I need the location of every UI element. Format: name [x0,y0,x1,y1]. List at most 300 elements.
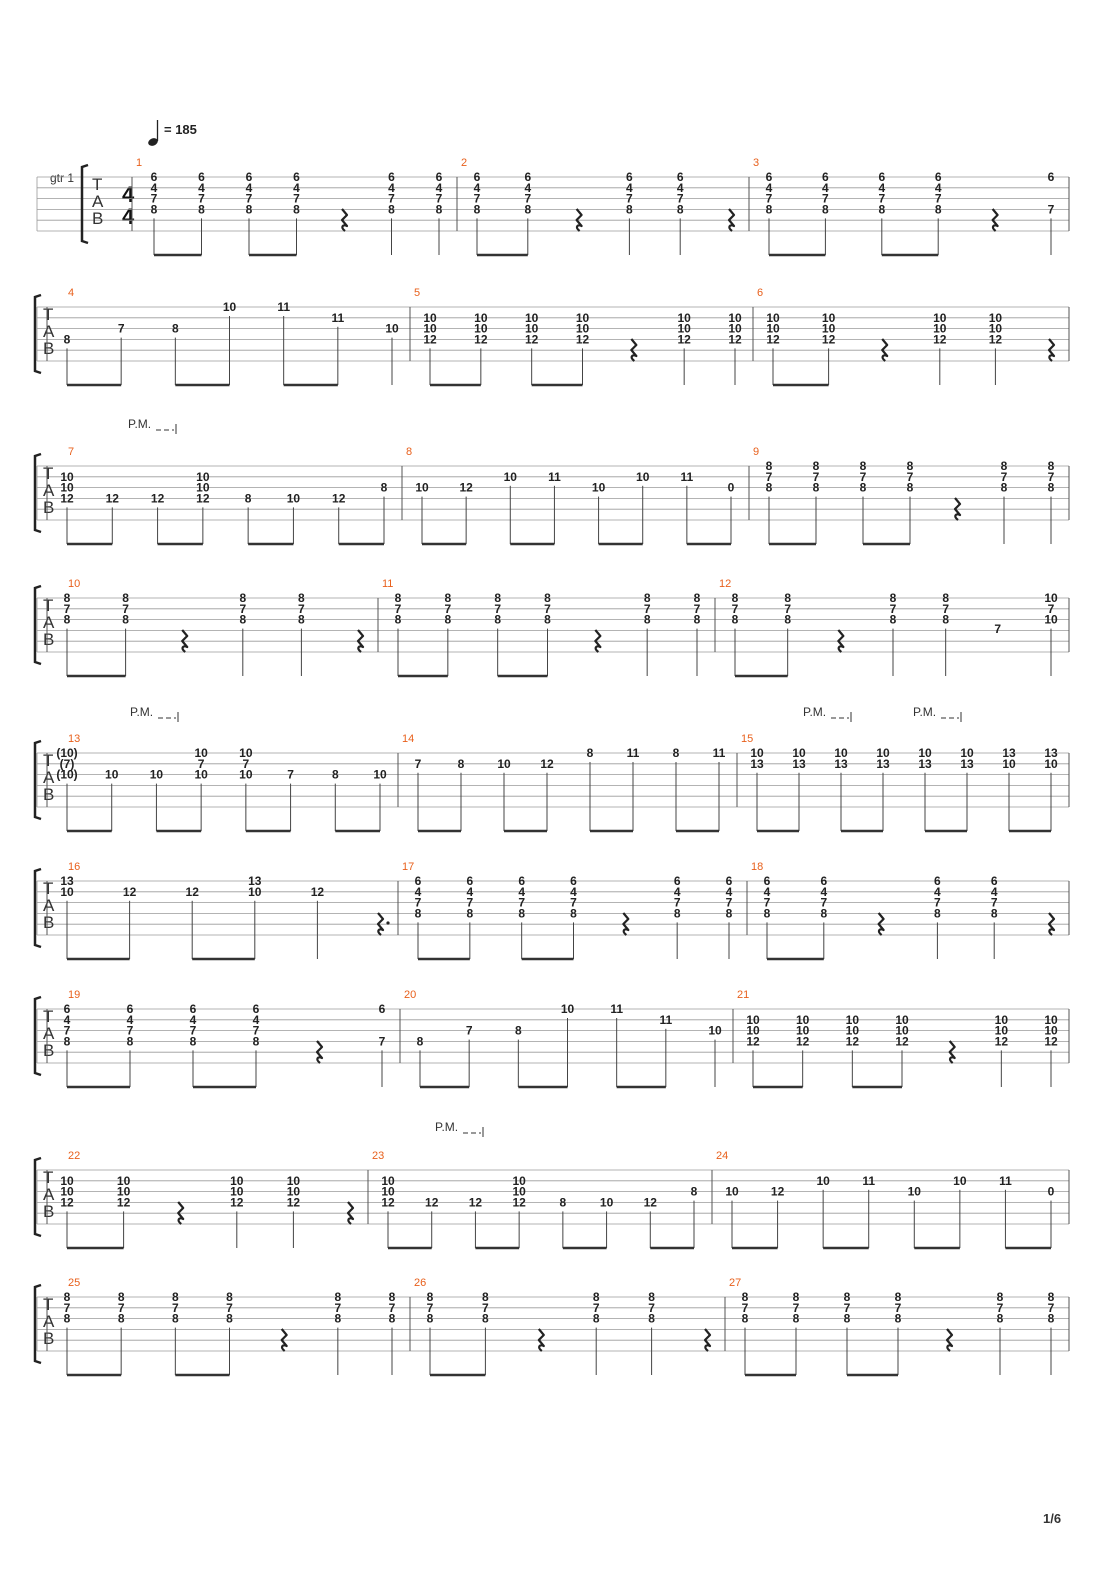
fret-number: 7 [626,191,633,206]
fret-number: 8 [672,746,680,760]
fret-number: 10 [834,746,848,760]
fret-number: 8 [1047,480,1055,495]
fret-number: 7 [894,1300,902,1315]
fret-number: 6 [673,874,681,888]
tab-system [35,446,1069,544]
fret-number: 10 [766,321,780,336]
tab-clef-letter: A [43,481,55,500]
fret-number: 12 [766,332,780,347]
fret-number: 7 [378,1034,386,1049]
measure-number: 12 [719,578,732,590]
fret-number: 8 [889,591,897,605]
fret-number: 6 [150,170,158,184]
measure-number: 14 [402,733,415,745]
tab-clef-letter: B [43,785,55,804]
fret-number: 10 [512,1173,526,1188]
fret-number: 7 [822,191,829,206]
fret-number: 13 [960,756,974,771]
fret-number: 8 [859,480,867,495]
fret-number: 7 [466,895,474,910]
fret-number: 12 [425,1195,439,1210]
measure-number: 26 [414,1277,427,1289]
fret-number: 6 [378,1002,386,1016]
fret-number: 10 [725,1184,739,1199]
fret-number: 4 [673,884,681,899]
fret-number: 8 [648,1290,655,1304]
tab-clef-letter: A [43,896,55,915]
fret-number: 10 [792,746,806,760]
fret-number: 7 [544,601,551,616]
fret-number: 10 [381,1184,395,1199]
fret-number: 10 [933,310,947,325]
fret-number: 8 [457,756,465,771]
fret-number: 7 [1047,469,1055,484]
measure-number: 7 [68,446,75,458]
fret-number: 4 [820,884,828,899]
fret-number: 4 [934,884,941,899]
measure-number: 5 [414,287,421,299]
fret-number: 10 [1044,756,1058,771]
fret-number: 7 [518,895,526,910]
fret-number: 10 [248,884,262,899]
fret-number: 8 [843,1290,851,1304]
fret-number: 10 [381,1173,395,1188]
fret-number: 10 [60,1184,74,1199]
fret-number: 6 [878,170,886,184]
fret-number: 12 [60,491,74,506]
fret-number: 8 [996,1290,1004,1304]
fret-number: 8 [334,1290,342,1304]
fret-number: 8 [676,202,684,217]
fret-number: 10 [1044,612,1058,627]
fret-number: 8 [334,1311,342,1326]
fret-number: 10 [230,1184,244,1199]
measure-number: 16 [68,861,81,873]
fret-number: 8 [906,480,914,495]
measure-number: 4 [68,287,75,299]
measure-number: 1 [136,157,143,169]
fret-number: 4 [518,884,526,899]
fret-number: 4 [676,180,684,195]
fret-number: 8 [822,202,829,217]
fret-number: 12 [381,1195,395,1210]
track-label: gtr 1 [50,171,75,185]
fret-number: 8 [245,202,253,217]
fret-number: 8 [63,1034,71,1049]
tab-clef-letter: T [43,464,54,483]
fret-number: 7 [524,191,532,206]
fret-number: 7 [859,469,867,484]
fret-number: 8 [996,1311,1004,1326]
fret-number: 10 [746,1012,760,1027]
fret-number: 12 [933,332,947,347]
fret-number: 8 [544,612,551,627]
fret-number: 8 [820,906,828,921]
measure-number: 25 [68,1277,81,1289]
fret-number: 12 [746,1034,760,1049]
fret-number: 11 [277,300,291,314]
fret-number: 8 [388,202,395,217]
fret-number: 7 [239,601,247,616]
fret-number: 7 [741,1300,749,1315]
tab-clef-letter: B [43,1041,55,1060]
fret-number: 10 [845,1012,860,1027]
fret-number: 10 [677,310,691,325]
fret-number: 8 [117,1311,125,1326]
fret-number: 13 [876,756,890,771]
fret-number: 6 [676,170,684,184]
fret-number: 8 [122,591,129,605]
palm-mute-marking: P.M. [128,417,152,431]
fret-number: 7 [934,895,941,910]
fret-number: 10 [988,310,1003,325]
fret-number: 12 [994,1034,1009,1049]
fret-number: 8 [122,612,129,627]
score-header [50,120,197,229]
fret-number: 10 [728,321,742,336]
fret-number: 10 [286,1184,301,1199]
fret-number: 12 [728,332,742,347]
fret-number: 7 [63,1300,71,1315]
fret-number: 8 [252,1034,260,1049]
fret-number: 10 [105,767,119,782]
fret-number: 7 [394,601,402,616]
tab-clef-letter: A [43,1312,55,1331]
fret-number: 11 [610,1002,624,1016]
fret-number: 7 [592,1300,600,1315]
fret-number: 8 [435,202,443,217]
fret-number: 12 [845,1034,860,1049]
fret-number: 7 [150,191,158,206]
fret-number: 10 [960,746,974,760]
fret-number: 8 [725,906,733,921]
tab-system [35,1150,1069,1248]
fret-number: 6 [763,874,771,888]
fret-number: 6 [524,170,532,184]
fret-number: 10 [575,310,590,325]
tab-clef-letter: T [43,1168,54,1187]
fret-number: 12 [988,332,1003,347]
tab-clef-letter: B [43,1202,55,1221]
fret-number: 8 [731,612,739,627]
measure-number: 20 [404,989,417,1001]
fret-number: 12 [795,1034,810,1049]
palm-mute-marking: P.M. [913,705,937,719]
fret-number: 7 [934,191,942,206]
measure-number: 23 [372,1150,385,1162]
fret-number: 8 [414,906,422,921]
fret-number: 8 [388,1290,396,1304]
tab-clef-letter: B [43,630,55,649]
fret-number: 8 [444,591,452,605]
fret-number: 8 [586,746,594,760]
measure-number: 8 [406,446,413,458]
fret-number: 10 [239,746,253,760]
fret-number: 10 [766,310,780,325]
fret-number: 10 [60,480,74,495]
fret-number: 8 [293,202,300,217]
fret-number: 10 [423,321,437,336]
fret-number: 10 [845,1023,860,1038]
fret-number: 4 [473,180,481,195]
fret-number: 10 [524,321,539,336]
fret-number: 13 [918,756,932,771]
fret-number: 8 [592,1290,600,1304]
tab-clef-letter: A [43,1024,55,1043]
fret-number: 7 [388,1300,396,1315]
tab-clef-letter: T [92,175,103,194]
fret-number: 8 [494,591,502,605]
fret-number: 8 [1047,1311,1055,1326]
fret-number: 8 [518,906,526,921]
fret-number: 8 [765,202,773,217]
fret-number: 10 [222,300,237,314]
fret-number: 6 [626,170,633,184]
fret-number: 6 [934,170,942,184]
fret-number: 10 [750,746,764,760]
fret-number: 8 [1047,1290,1055,1304]
fret-number: 12 [770,1184,785,1199]
fret-number: 8 [171,1290,179,1304]
fret-number: 8 [763,906,771,921]
fret-number: 4 [878,180,886,195]
fret-number: 10 [194,746,208,760]
fret-number: 7 [245,191,253,206]
fret-number: 12 [60,1195,74,1210]
fret-number: 8 [239,612,247,627]
fret-number: 10 [286,1173,301,1188]
fret-number: 7 [171,1300,179,1315]
fret-number: 6 [189,1002,197,1016]
measure-number: 21 [737,989,750,1001]
fret-number: 11 [712,746,726,760]
fret-number: 8 [494,612,502,627]
fret-number: 4 [570,884,577,899]
fret-number: 7 [1000,469,1008,484]
fret-number: 13 [1002,746,1016,760]
fret-number: 12 [332,491,346,506]
fret-number: 10 [821,310,836,325]
fret-number: 6 [466,874,474,888]
tab-system [37,157,1069,255]
fret-number: 7 [242,756,250,771]
fret-number: 8 [942,612,950,627]
measure-number: 19 [68,989,81,1001]
fret-number: 6 [934,874,941,888]
tab-clef-letter: T [43,596,54,615]
fret-number: 12 [286,1195,301,1210]
fret-number: 8 [298,612,305,627]
fret-number: 7 [494,601,502,616]
fret-number: 8 [990,906,998,921]
fret-number: 6 [388,170,395,184]
fret-number: 0 [727,480,735,495]
fret-number: 8 [784,591,792,605]
fret-number: 7 [843,1300,851,1315]
fret-number: 12 [512,1195,526,1210]
rest-dot [386,921,389,924]
tab-system [35,989,1069,1087]
eighth-rest: 7 [994,622,1002,636]
fret-number: 4 [150,180,158,195]
fret-number: 10 [60,1173,74,1188]
fret-number: 12 [105,491,119,506]
fret-number: 10 [286,491,301,506]
fret-number: 10 [895,1012,909,1027]
fret-number: 12 [310,884,325,899]
fret-number: 7 [990,895,998,910]
fret-number: 4 [822,180,829,195]
fret-number: 12 [575,332,590,347]
measure-number: 6 [757,287,764,299]
fret-number: 10 [591,480,606,495]
tab-system [35,1277,1069,1375]
fret-number: 8 [380,480,388,495]
fret-number: 11 [659,1012,673,1027]
fret-number: 10 [816,1173,830,1188]
fret-number: 8 [690,1184,698,1199]
fret-number: 8 [426,1311,434,1326]
measure-number: 9 [753,446,760,458]
fret-number: 10 [512,1184,526,1199]
fret-number: 10 [728,310,742,325]
fret-number: 8 [1047,459,1055,473]
fret-number: 4 [763,884,771,899]
fret-number: 8 [784,612,792,627]
palm-mute-marking: P.M. [803,705,827,719]
fret-number: 10 [636,469,650,484]
tab-clef-letter: T [43,751,54,770]
fret-number: 7 [63,601,71,616]
measure-number: 17 [402,861,415,873]
fret-number: 12 [895,1034,909,1049]
fret-number: 8 [171,1311,179,1326]
fret-number: 10 [239,767,253,782]
time-signature-bottom: 4 [122,204,135,229]
palm-mute-marking: P.M. [130,705,154,719]
fret-number: 8 [514,1023,522,1038]
fret-number: 8 [189,1034,197,1049]
fret-number: 10 [194,767,208,782]
fret-number: 10 [1044,591,1058,605]
fret-number: 8 [444,612,452,627]
tab-system [35,287,1069,385]
fret-number: 10 [560,1002,575,1016]
measure-number: 18 [751,861,764,873]
fret-number: 7 [334,1300,342,1315]
fret-number: 4 [466,884,474,899]
fret-number: 11 [331,310,345,325]
fret-number: 4 [198,180,205,195]
fret-number: 7 [426,1300,434,1315]
fret-number: (10) [56,746,78,760]
fret-number: 8 [792,1311,800,1326]
fret-number: 13 [792,756,806,771]
fret-number: (7) [59,756,75,771]
fret-number: 12 [474,332,488,347]
fret-number: 7 [942,601,950,616]
fret-number: 10 [196,480,210,495]
fret-number: 12 [524,332,539,347]
tab-clef-letter: B [43,1329,55,1348]
fret-number: 7 [673,895,681,910]
fret-number: 8 [63,612,71,627]
fret-number: 8 [198,202,205,217]
fret-number: 13 [60,874,74,888]
fret-number: 10 [524,310,539,325]
fret-number: 10 [423,310,437,325]
fret-number: 8 [117,1290,125,1304]
fret-number: 6 [518,874,526,888]
fret-number: 7 [570,895,577,910]
fret-number: 7 [725,895,733,910]
fret-number: 7 [812,469,820,484]
fret-number: 10 [230,1173,244,1188]
fret-number: 10 [953,1173,967,1188]
fret-number: 12 [230,1195,244,1210]
fret-number: 4 [934,180,942,195]
fret-number: 8 [524,202,532,217]
fret-number: 6 [126,1002,134,1016]
fret-number: 7 [643,601,651,616]
fret-number: 8 [812,480,820,495]
fret-number: 4 [414,884,422,899]
fret-number: 4 [388,180,395,195]
fret-number: 6 [1047,170,1055,184]
fret-number: 8 [63,332,71,347]
fret-number: 12 [468,1195,483,1210]
fret-number: 10 [821,321,836,336]
fret-number: (10) [56,767,78,782]
fret-number: 8 [934,202,942,217]
tab-clef-letter: B [43,498,55,517]
fret-number: 12 [185,884,199,899]
fret-number: 10 [933,321,947,336]
fret-number: 8 [226,1290,233,1304]
fret-number: 7 [122,601,129,616]
measure-number: 27 [729,1277,742,1289]
tab-clef-letter: A [43,322,55,341]
fret-number: 7 [996,1300,1004,1315]
fret-number: 7 [1047,601,1055,616]
fret-number: 4 [435,180,443,195]
fret-number: 8 [150,202,158,217]
tab-systems [35,157,1069,1375]
fret-number: 10 [575,321,590,336]
fret-number: 8 [894,1311,902,1326]
tab-clef-letter: A [43,768,55,787]
fret-number: 8 [394,612,402,627]
measure-number: 15 [741,733,754,745]
fret-number: 8 [765,459,773,473]
fret-number: 6 [473,170,481,184]
fret-number: 10 [1044,1023,1058,1038]
fret-number: 13 [834,756,848,771]
fret-number: 11 [626,746,640,760]
fret-number: 12 [540,756,554,771]
fret-number: 10 [1002,756,1016,771]
fret-number: 10 [385,321,399,336]
fret-number: 10 [994,1023,1009,1038]
fret-number: 7 [117,1300,125,1315]
fret-number: 8 [244,491,252,506]
fret-number: 7 [889,601,897,616]
fret-number: 10 [474,310,488,325]
fret-number: 7 [906,469,914,484]
fret-number: 7 [878,191,886,206]
fret-number: 8 [416,1034,424,1049]
fret-number: 7 [388,191,395,206]
